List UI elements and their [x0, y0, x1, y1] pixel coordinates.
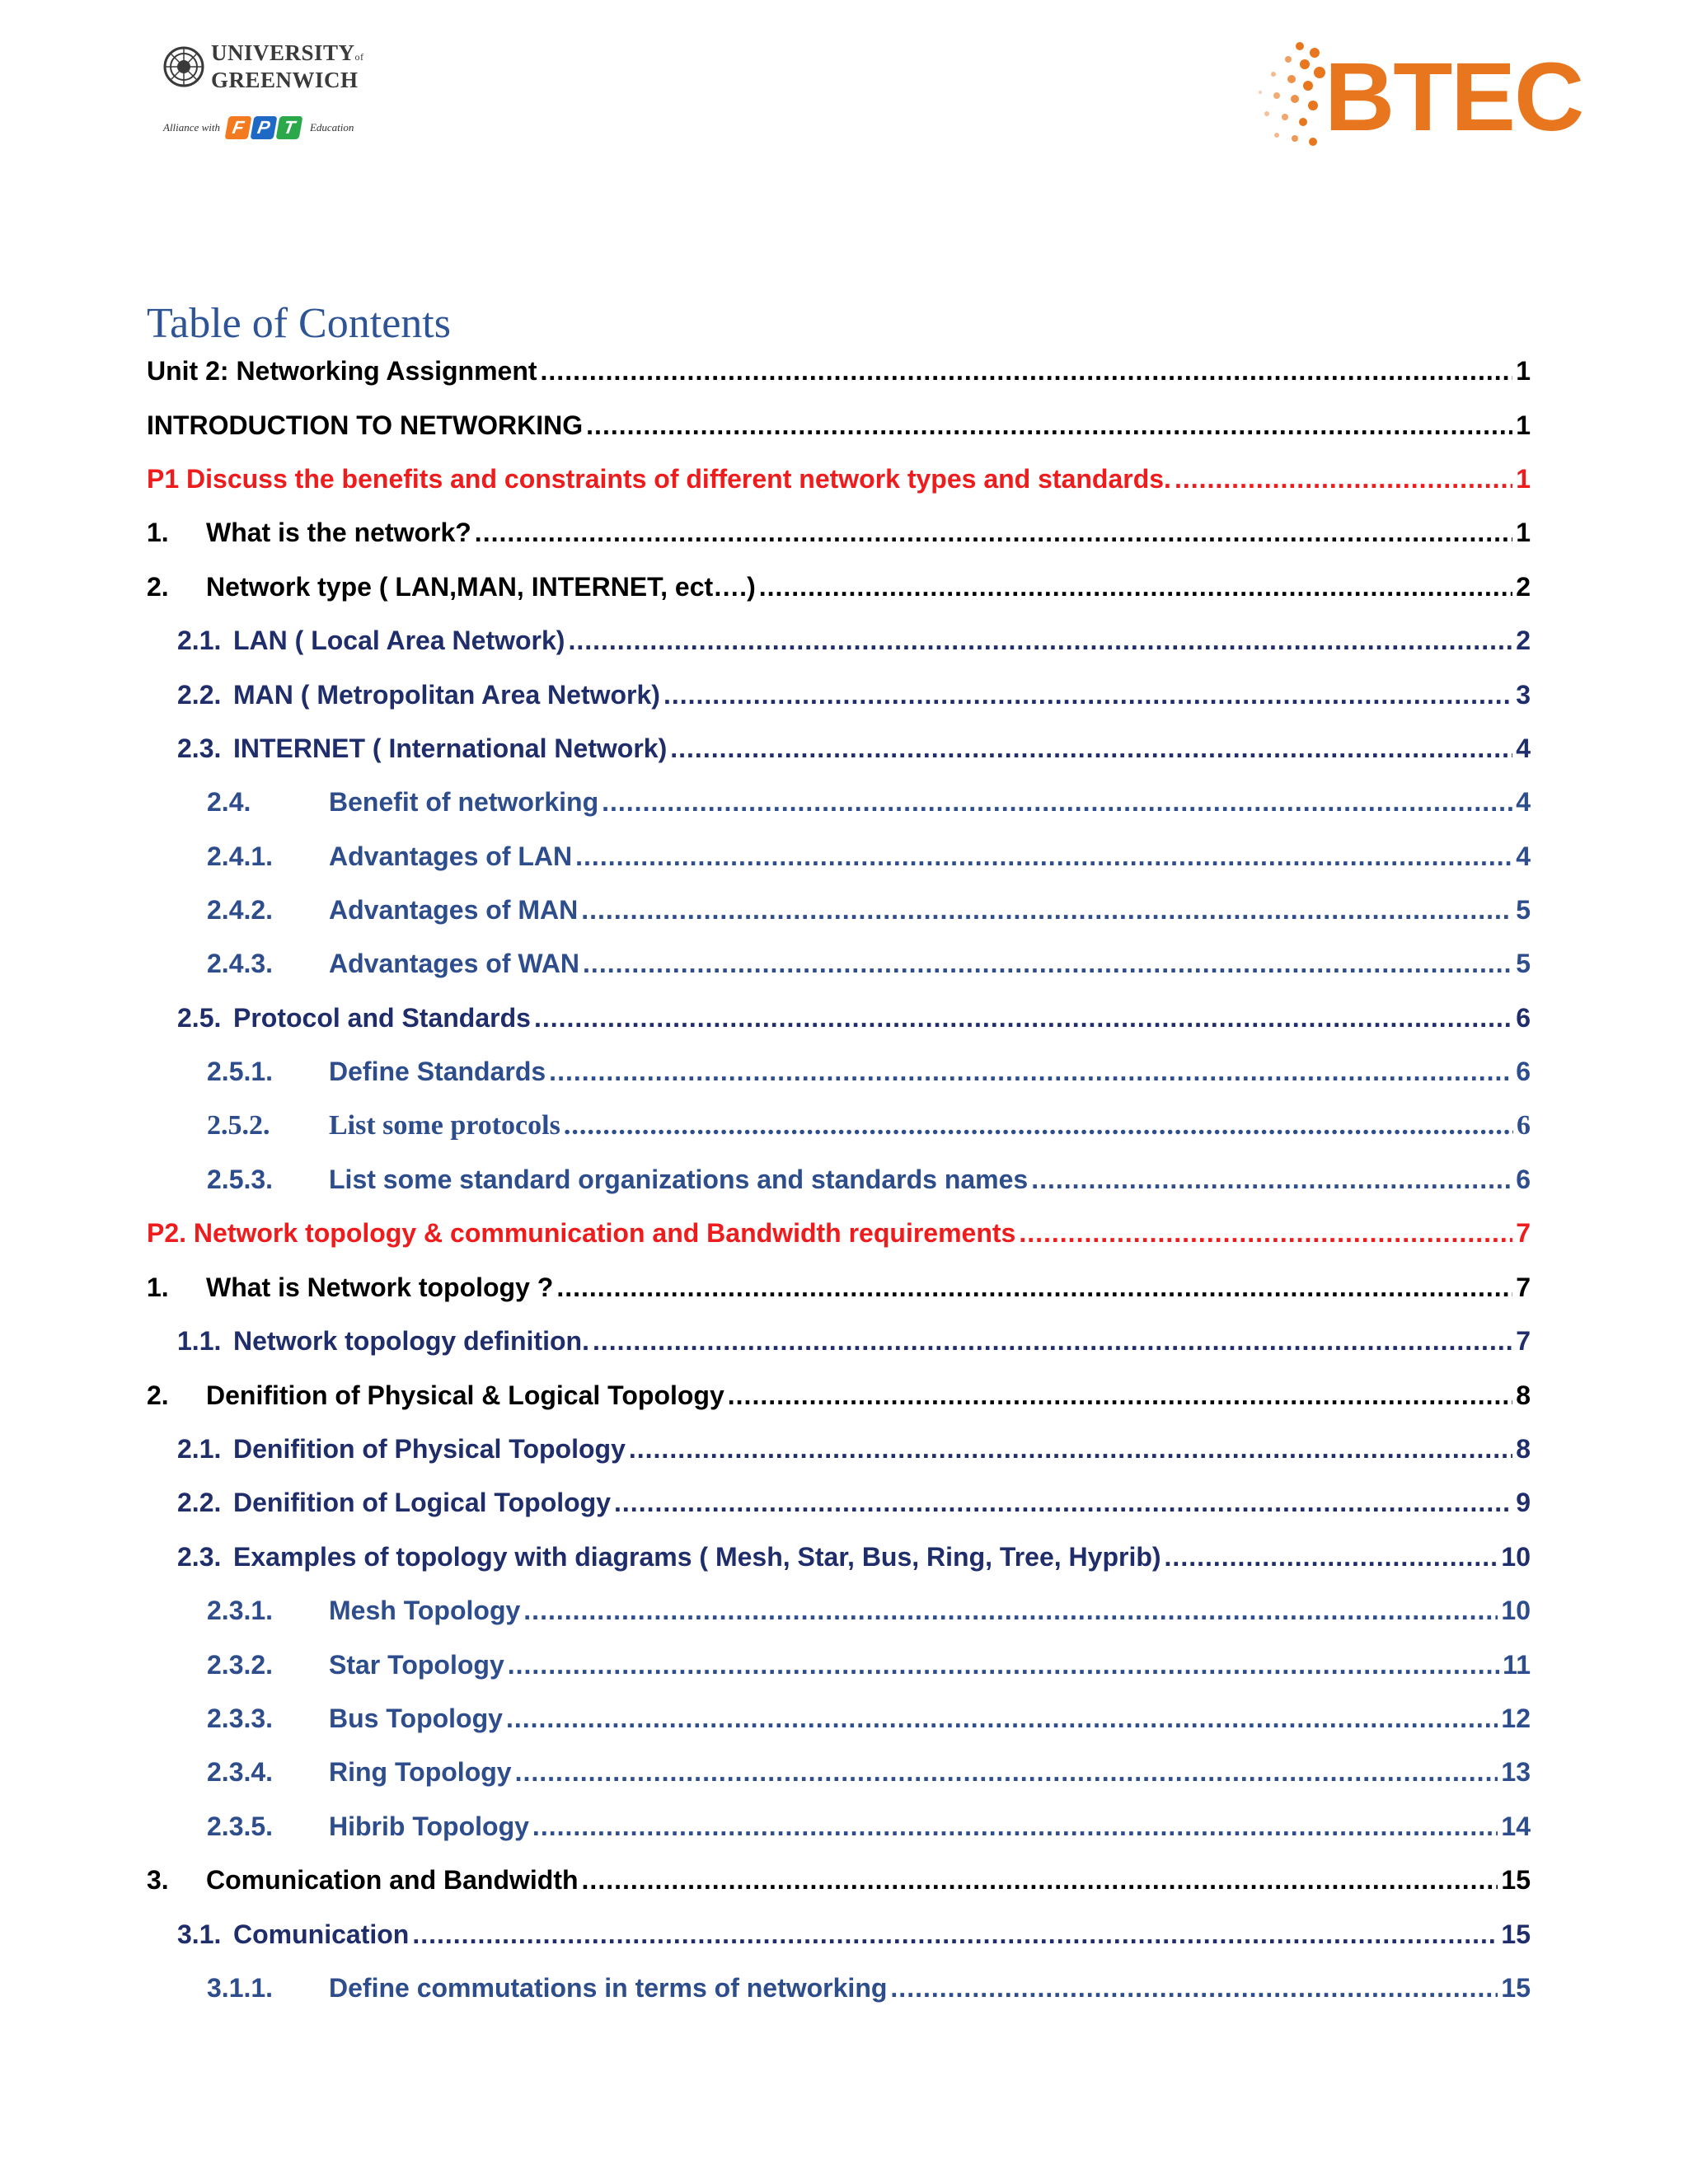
toc-entry[interactable]: 2.4. Benefit of networking ..... 4	[147, 776, 1531, 829]
greenwich-logo	[163, 41, 394, 157]
toc-entry[interactable]: 2.3.4. Ring Topology ..... 13	[147, 1746, 1531, 1799]
toc-title: Table of Contents	[147, 300, 451, 347]
toc-entry[interactable]: 2.1. LAN ( Local Area Network) ..... 2	[147, 614, 1531, 668]
toc-entry[interactable]: 2.3. Examples of topology with diagrams ( Mesh, Star, Bus, Ring, Tree, Hyprib) ..... 10	[147, 1530, 1531, 1584]
toc-entry[interactable]: 2.1. Denifition of Physical Topology ..... 8	[147, 1422, 1531, 1476]
toc-entry[interactable]: 2.4.3. Advantages of WAN ..... 5	[147, 937, 1531, 991]
toc-entry[interactable]: 2.5.2. List some protocols ..... 6	[147, 1099, 1531, 1152]
toc-entry[interactable]: 1. What is the network? ..... 1	[147, 506, 1531, 560]
toc-entry[interactable]: INTRODUCTION TO NETWORKING ..... 1	[147, 398, 1531, 452]
greenwich-wordmark: UNIVERSITYof GREENWICH	[211, 40, 364, 92]
btec-logo	[1249, 33, 1615, 157]
toc-entry[interactable]: 3. Comunication and Bandwidth ..... 15	[147, 1854, 1531, 1907]
toc-entry[interactable]: 2.3.3. Bus Topology ..... 12	[147, 1692, 1531, 1746]
toc-entry[interactable]: 2.4.2. Advantages of MAN ..... 5	[147, 883, 1531, 937]
toc-entry[interactable]: 2.2. MAN ( Metropolitan Area Network) ..... 3	[147, 668, 1531, 721]
toc-entry[interactable]: 3.1.1. Define commutations in terms of networking ..... 15	[147, 1961, 1531, 2015]
education-text: Education	[309, 121, 354, 134]
toc-entry[interactable]: 2.3.2. Star Topology ..... 11	[147, 1638, 1531, 1691]
toc-entry[interactable]: 2.5.3. List some standard organizations and standards names ..... 6	[147, 1153, 1531, 1207]
university-seal-icon	[163, 46, 204, 87]
fpt-logo: F P T	[227, 116, 303, 139]
toc-entry[interactable]: P1 Discuss the benefits and constraints of different network types and standards. ..... 1	[147, 452, 1531, 506]
toc-entry[interactable]: 2.2. Denifition of Logical Topology ..... 9	[147, 1476, 1531, 1530]
table-of-contents	[147, 344, 1531, 2015]
toc-entry[interactable]: 2.5. Protocol and Standards ..... 6	[147, 991, 1531, 1045]
toc-entry[interactable]: 1.1. Network topology definition. ..... 7	[147, 1315, 1531, 1368]
toc-entry[interactable]: 2.3.1. Mesh Topology ..... 10	[147, 1584, 1531, 1638]
toc-entry[interactable]: 3.1. Comunication ..... 15	[147, 1907, 1531, 1961]
alliance-text: Alliance with	[163, 121, 220, 134]
toc-entry[interactable]: 2. Denifition of Physical & Logical Topology ..... 8	[147, 1368, 1531, 1422]
btec-wordmark: BTEC	[1325, 43, 1583, 152]
toc-entry[interactable]: 2.4.1. Advantages of LAN ..... 4	[147, 830, 1531, 883]
toc-entry[interactable]: Unit 2: Networking Assignment ..... 1	[147, 344, 1531, 398]
toc-entry[interactable]: 2.5.1. Define Standards ..... 6	[147, 1045, 1531, 1099]
toc-entry[interactable]: 1. What is Network topology ? ..... 7	[147, 1261, 1531, 1315]
toc-entry[interactable]: 2.3. INTERNET ( International Network) ..... 4	[147, 722, 1531, 776]
toc-entry[interactable]: 2.3.5. Hibrib Topology ..... 14	[147, 1800, 1531, 1854]
toc-entry[interactable]: 2. Network type ( LAN,MAN, INTERNET, ect….) ..... 2	[147, 560, 1531, 614]
toc-entry[interactable]: P2. Network topology & communication and Bandwidth requirements ..... 7	[147, 1207, 1531, 1260]
